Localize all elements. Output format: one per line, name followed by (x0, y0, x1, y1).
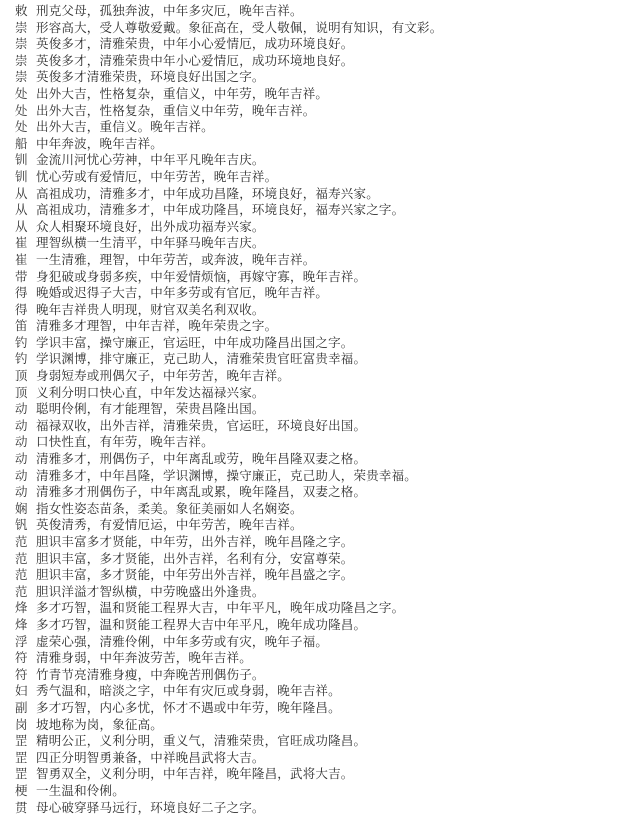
entry-description: 聪明伶俐，有才能理智，荣贵昌隆出国。 (32, 401, 265, 418)
entry-character: 顶 (0, 385, 32, 402)
list-item (0, 534, 620, 551)
entry-character: 符 (0, 667, 32, 684)
list-item (0, 368, 620, 385)
entry-character: 副 (0, 700, 32, 717)
entry-character: 妇 (0, 683, 32, 700)
entry-character: 岗 (0, 717, 32, 734)
entry-character: 范 (0, 534, 32, 551)
list-item (0, 252, 620, 269)
entry-character: 娴 (0, 501, 32, 518)
list-item (0, 717, 620, 734)
list-item (0, 119, 620, 136)
entry-character: 动 (0, 468, 32, 485)
list-item (0, 269, 620, 286)
list-item (0, 551, 620, 568)
entry-character: 贯 (0, 800, 32, 816)
entry-character: 罡 (0, 733, 32, 750)
list-item (0, 169, 620, 186)
list-item (0, 219, 620, 236)
list-item (0, 103, 620, 120)
entry-description: 竹青节亮清雅身瘦，中奔晚苦刑偶伤子。 (32, 667, 265, 684)
list-item (0, 700, 620, 717)
entry-character: 范 (0, 551, 32, 568)
entry-description: 身犯破或身弱多疾，中年爱情烦恼，再嫁守寡，晚年吉祥。 (32, 269, 366, 286)
list-item (0, 418, 620, 435)
list-item (0, 451, 620, 468)
entry-description: 胆识洋溢才智纵横，中劳晚盛出外逢贵。 (32, 584, 265, 601)
list-item (0, 318, 620, 335)
list-item (0, 484, 620, 501)
list-item (0, 351, 620, 368)
entry-character: 船 (0, 136, 32, 153)
entry-character: 崇 (0, 36, 32, 53)
entry-character: 处 (0, 103, 32, 120)
entry-description: 清雅多才理智，中年吉祥，晚年荣贵之字。 (32, 318, 277, 335)
entry-description: 胆识丰富，多才贤能，中年劳出外吉祥，晚年昌盛之字。 (32, 567, 354, 584)
entry-character: 范 (0, 567, 32, 584)
entry-description: 出外大吉，性格复杂，重信义中年劳，晚年吉祥。 (32, 103, 315, 120)
list-item (0, 733, 620, 750)
entry-description: 多才巧智，温和贤能工程界大吉中年平凡，晚年成功隆昌。 (32, 617, 366, 634)
entry-description: 英俊清秀，有爱情厄运，中年劳苦，晚年吉祥。 (32, 517, 303, 534)
entry-character: 动 (0, 434, 32, 451)
entry-description: 清雅多才，刑偶伤子，中年离乱或劳，晚年昌隆双妻之格。 (32, 451, 366, 468)
entry-description: 学识丰富，操守廉正，官运旺，中年成功隆昌出国之字。 (32, 335, 354, 352)
entry-description: 清雅身弱，中年奔波劳苦，晚年吉祥。 (32, 650, 252, 667)
list-item (0, 634, 620, 651)
list-item (0, 385, 620, 402)
entry-character: 钒 (0, 517, 32, 534)
entry-description: 虚荣心强，清雅伶俐，中年多劳或有灾，晚年子福。 (32, 634, 328, 651)
entry-description: 坡地称为岗，象征高。 (32, 717, 163, 734)
entry-description: 清雅多才，中年昌隆，学识渊博，操守廉正，克己助人，荣贵幸福。 (32, 468, 417, 485)
entry-character: 得 (0, 285, 32, 302)
entry-description: 出外大吉，重信义。晚年吉祥。 (32, 119, 214, 136)
entry-description: 清雅多才刑偶伤子，中年离乱或累，晚年隆昌，双妻之格。 (32, 484, 366, 501)
entry-character: 笛 (0, 318, 32, 335)
entry-character: 动 (0, 418, 32, 435)
list-item (0, 501, 620, 518)
list-item (0, 650, 620, 667)
entry-description: 身弱短寿或刑偶欠子，中年劳苦，晚年吉祥。 (32, 368, 290, 385)
entry-description: 四正分明智勇兼备，中祥晚昌武将大吉。 (32, 750, 265, 767)
entry-character: 钓 (0, 351, 32, 368)
list-item (0, 766, 620, 783)
entry-character: 烽 (0, 617, 32, 634)
entry-description: 众人相聚环境良好，出外成功福寿兴家。 (32, 219, 265, 236)
entry-description: 义利分明口快心直，中年发达福禄兴家。 (32, 385, 265, 402)
entry-description: 胆识丰富，多才贤能，出外吉祥，名利有分，安富尊荣。 (32, 551, 354, 568)
list-item (0, 567, 620, 584)
entry-character: 处 (0, 119, 32, 136)
entry-character: 崔 (0, 252, 32, 269)
entry-description: 金流川河忧心劳神，中年平凡晚年吉庆。 (32, 152, 265, 169)
entry-character: 得 (0, 302, 32, 319)
list-item (0, 683, 620, 700)
entry-description: 多才巧智，内心多忧，怀才不遇或中年劳，晚年隆昌。 (32, 700, 341, 717)
entry-character: 处 (0, 86, 32, 103)
entry-character: 动 (0, 451, 32, 468)
entry-description: 母心破穿驿马远行，环境良好二子之字。 (32, 800, 265, 816)
list-item (0, 69, 620, 86)
list-item (0, 750, 620, 767)
list-item (0, 434, 620, 451)
entry-character: 带 (0, 269, 32, 286)
list-item (0, 186, 620, 203)
entry-description: 一生清雅，理智，中年劳苦，或奔波，晚年吉祥。 (32, 252, 315, 269)
entry-description: 精明公正，义利分明，重义气，清雅荣贵，官旺成功隆昌。 (32, 733, 366, 750)
entry-description: 福禄双收，出外吉祥，清雅荣贵，官运旺，环境良好出国。 (32, 418, 366, 435)
entry-description: 智勇双全，义利分明，中年吉祥，晚年隆昌，武将大吉。 (32, 766, 354, 783)
entry-character: 动 (0, 484, 32, 501)
entry-description: 英俊多才清雅荣贵，环境良好出国之字。 (32, 69, 265, 86)
entry-character: 顶 (0, 368, 32, 385)
entry-character: 罡 (0, 750, 32, 767)
entry-description: 高祖成功，清雅多才，中年成功隆昌，环境良好，福寿兴家之字。 (32, 202, 404, 219)
entry-character: 崔 (0, 235, 32, 252)
list-item (0, 36, 620, 53)
list-item (0, 136, 620, 153)
list-item (0, 302, 620, 319)
list-item (0, 517, 620, 534)
list-item (0, 20, 620, 37)
entry-character: 烽 (0, 600, 32, 617)
entry-character: 浮 (0, 634, 32, 651)
list-item (0, 468, 620, 485)
list-item (0, 584, 620, 601)
list-item (0, 202, 620, 219)
entry-description: 晚年吉祥贵人明现，财官双美名利双收。 (32, 302, 265, 319)
entry-character: 敕 (0, 3, 32, 20)
list-item (0, 152, 620, 169)
entry-character: 符 (0, 650, 32, 667)
entry-description: 多才巧智，温和贤能工程界大吉，中年平凡，晚年成功隆昌之字。 (32, 600, 404, 617)
list-item (0, 617, 620, 634)
list-item (0, 600, 620, 617)
entry-character: 动 (0, 401, 32, 418)
entry-description: 刑克父母，孤独奔波，中年多灾厄，晚年吉祥。 (32, 3, 303, 20)
list-item (0, 401, 620, 418)
entry-character: 从 (0, 186, 32, 203)
entry-character: 崇 (0, 53, 32, 70)
list-item (0, 335, 620, 352)
list-item (0, 3, 620, 20)
entry-description: 指女性姿态苗条，柔美。象征美丽如人名娴姿。 (32, 501, 303, 518)
entry-description: 一生温和伶俐。 (32, 783, 125, 800)
entry-description: 学识渊博，排守廉正，克己助人，清雅荣贵官旺富贵幸福。 (32, 351, 366, 368)
list-item (0, 800, 620, 816)
list-item (0, 86, 620, 103)
list-item (0, 235, 620, 252)
entry-description: 秀气温和，暗淡之字，中年有灾厄或身弱，晚年吉祥。 (32, 683, 341, 700)
entry-description: 胆识丰富多才贤能，中年劳，出外吉祥，晚年昌隆之字。 (32, 534, 354, 551)
entry-character: 钏 (0, 152, 32, 169)
entry-character: 罡 (0, 766, 32, 783)
list-item (0, 53, 620, 70)
entry-description: 忧心劳或有爱情厄，中年劳苦，晚年吉祥。 (32, 169, 277, 186)
entry-character: 范 (0, 584, 32, 601)
entry-character: 从 (0, 219, 32, 236)
entry-description: 高祖成功，清雅多才，中年成功昌隆，环境良好，福寿兴家。 (32, 186, 379, 203)
entry-description: 理智纵横一生清平，中年驿马晚年吉庆。 (32, 235, 265, 252)
entry-character: 钓 (0, 335, 32, 352)
entry-description: 形容高大，受人尊敬爱戴。象征高在，受人敬佩，说明有知识，有文彩。 (32, 20, 442, 37)
entry-description: 英俊多才，清雅荣贵，中年小心爱情厄，成功环境良好。 (32, 36, 354, 53)
list-item (0, 285, 620, 302)
entry-character: 钏 (0, 169, 32, 186)
entry-character: 崇 (0, 20, 32, 37)
entry-description: 晚婚或迟得子大吉，中年多劳或有官厄，晚年吉祥。 (32, 285, 328, 302)
list-item (0, 667, 620, 684)
entry-character: 从 (0, 202, 32, 219)
list-item (0, 783, 620, 800)
entry-description: 英俊多才，清雅荣贵中年小心爱情厄，成功环境地良好。 (32, 53, 354, 70)
entry-description: 中年奔波，晚年吉祥。 (32, 136, 163, 153)
entry-description: 出外大吉，性格复杂，重信义，中年劳，晚年吉祥。 (32, 86, 328, 103)
entry-character: 梗 (0, 783, 32, 800)
entry-character: 崇 (0, 69, 32, 86)
entry-description: 口快性直，有年劳，晚年吉祥。 (32, 434, 214, 451)
